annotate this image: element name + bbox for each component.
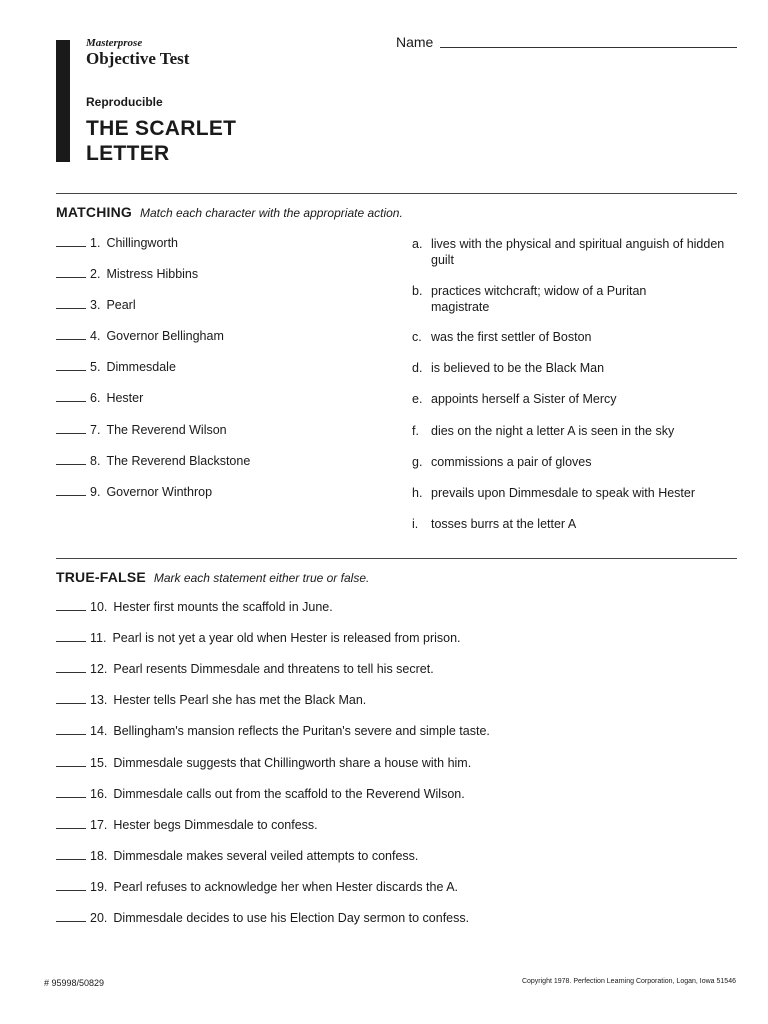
statement-item	[56, 787, 465, 801]
item-number: 19.	[90, 880, 108, 894]
answer-blank[interactable]	[56, 392, 86, 402]
character-item	[56, 236, 178, 250]
item-number: 18.	[90, 849, 108, 863]
answer-blank[interactable]	[56, 455, 86, 465]
action-item	[412, 485, 736, 501]
statement-text: Dimmesdale decides to use his Election Day sermon to confess.	[113, 911, 470, 925]
item-number: 17.	[90, 818, 108, 832]
item-number: 12.	[90, 662, 108, 676]
name-label: Name	[396, 34, 434, 50]
action-letter: a.	[412, 237, 423, 251]
section-divider	[56, 558, 737, 559]
item-number: 11.	[90, 631, 107, 645]
action-text: appoints herself a Sister of Mercy	[431, 392, 617, 406]
black-side-bar	[56, 40, 70, 162]
matching-title: MATCHING	[56, 204, 132, 220]
character-name: The Reverend Blackstone	[106, 454, 251, 468]
statement-item	[56, 818, 318, 832]
statement-text: Hester first mounts the scaffold in June.	[113, 600, 333, 614]
character-name: Hester	[106, 391, 144, 405]
action-text: was the first settler of Boston	[431, 330, 592, 344]
page-title	[86, 116, 236, 166]
matching-instructions: Match each character with the appropriate action.	[140, 206, 403, 220]
answer-blank[interactable]	[56, 268, 86, 278]
character-name: The Reverend Wilson	[106, 423, 227, 437]
action-item	[412, 360, 736, 376]
character-item	[56, 454, 250, 468]
character-item	[56, 329, 224, 343]
matching-heading	[56, 204, 403, 222]
character-name: Pearl	[106, 298, 136, 312]
statement-item	[56, 724, 490, 738]
character-name: Governor Bellingham	[106, 329, 224, 343]
action-item	[412, 454, 736, 470]
answer-blank[interactable]	[56, 486, 86, 496]
section-divider	[56, 193, 737, 194]
statement-item	[56, 756, 471, 770]
item-number: 10.	[90, 600, 108, 614]
action-item	[412, 516, 736, 532]
action-letter: d.	[412, 361, 423, 375]
action-text: is believed to be the Black Man	[431, 361, 605, 375]
character-item	[56, 360, 176, 374]
answer-blank[interactable]	[56, 819, 86, 829]
title-line-1: THE SCARLET	[86, 117, 237, 140]
item-number: 16.	[90, 787, 108, 801]
item-number: 15.	[90, 756, 108, 770]
answer-blank[interactable]	[56, 632, 86, 642]
statement-text: Hester begs Dimmesdale to confess.	[113, 818, 318, 832]
item-number: 4.	[90, 329, 101, 343]
item-number: 6.	[90, 391, 101, 405]
action-letter: f.	[412, 424, 419, 438]
title-line-2: LETTER	[86, 142, 170, 165]
action-letter: g.	[412, 455, 423, 469]
answer-blank[interactable]	[56, 663, 86, 673]
action-text: practices witchcraft; widow of a Puritan magistrate	[431, 284, 647, 314]
statement-text: Hester tells Pearl she has met the Black Man.	[113, 693, 367, 707]
character-item	[56, 267, 198, 281]
action-text: commissions a pair of gloves	[431, 455, 592, 469]
answer-blank[interactable]	[56, 725, 86, 735]
action-letter: e.	[412, 392, 423, 406]
reproducible-label: Reproducible	[86, 95, 163, 109]
character-name: Mistress Hibbins	[106, 267, 199, 281]
item-number: 3.	[90, 298, 101, 312]
statement-text: Pearl refuses to acknowledge her when Hester discards the A.	[113, 880, 459, 894]
action-text: tosses burrs at the letter A	[431, 517, 577, 531]
character-item	[56, 391, 143, 405]
action-item	[412, 329, 736, 345]
copyright-notice: Copyright 1978. Perfection Learning Corporation, Logan, Iowa 51546	[521, 978, 736, 985]
statement-text: Dimmesdale makes several veiled attempts to confess.	[113, 849, 419, 863]
statement-item	[56, 911, 469, 925]
action-text: prevails upon Dimmesdale to speak with Hester	[431, 486, 696, 500]
action-letter: c.	[412, 330, 422, 344]
statement-item	[56, 631, 461, 645]
character-name: Chillingworth	[106, 236, 178, 250]
item-number: 5.	[90, 360, 101, 374]
answer-blank[interactable]	[56, 237, 86, 247]
item-number: 8.	[90, 454, 101, 468]
action-text: dies on the night a letter A is seen in the sky	[431, 424, 675, 438]
statement-text: Pearl is not yet a year old when Hester is released from prison.	[112, 631, 461, 645]
action-text: lives with the physical and spiritual anguish of hidden guilt	[431, 237, 725, 267]
test-type-label: Objective Test	[86, 49, 190, 68]
action-item	[412, 283, 701, 315]
item-number: 2.	[90, 267, 101, 281]
item-number: 7.	[90, 423, 101, 437]
character-name: Dimmesdale	[106, 360, 176, 374]
answer-blank[interactable]	[56, 424, 86, 434]
answer-blank[interactable]	[56, 361, 86, 371]
true-false-instructions: Mark each statement either true or false.	[153, 571, 370, 585]
character-item	[56, 485, 212, 499]
character-name: Governor Winthrop	[106, 485, 213, 499]
action-letter: h.	[412, 486, 423, 500]
statement-item	[56, 849, 418, 863]
statement-text: Pearl resents Dimmesdale and threatens to tell his secret.	[113, 662, 434, 676]
true-false-heading	[56, 569, 369, 587]
item-number: 20.	[90, 911, 108, 925]
statement-text: Bellingham's mansion reflects the Puritan's severe and simple taste.	[113, 724, 490, 738]
statement-text: Dimmesdale suggests that Chillingworth share a house with him.	[113, 756, 472, 770]
answer-blank[interactable]	[56, 788, 86, 798]
statement-item	[56, 662, 434, 676]
action-item	[412, 236, 736, 268]
statement-item	[56, 600, 333, 614]
item-number: 9.	[90, 485, 101, 499]
action-letter: i.	[412, 517, 419, 531]
catalog-number: # 95998/50829	[44, 978, 105, 988]
item-number: 14.	[90, 724, 108, 738]
character-item	[56, 298, 136, 312]
answer-blank[interactable]	[56, 912, 86, 922]
answer-blank[interactable]	[56, 601, 86, 611]
action-letter: b.	[412, 284, 423, 298]
statement-item	[56, 880, 458, 894]
answer-blank[interactable]	[56, 330, 86, 340]
action-item	[412, 391, 736, 407]
character-item	[56, 423, 227, 437]
item-number: 13.	[90, 693, 108, 707]
true-false-title: TRUE-FALSE	[56, 569, 146, 585]
answer-blank[interactable]	[56, 694, 86, 704]
answer-blank[interactable]	[56, 850, 86, 860]
answer-blank[interactable]	[56, 757, 86, 767]
statement-item	[56, 693, 366, 707]
action-item	[412, 423, 736, 439]
statement-text: Dimmesdale calls out from the scaffold to the Reverend Wilson.	[113, 787, 465, 801]
name-field-line[interactable]	[440, 47, 737, 48]
series-label: Masterprose	[86, 37, 143, 49]
answer-blank[interactable]	[56, 299, 86, 309]
answer-blank[interactable]	[56, 881, 86, 891]
item-number: 1.	[90, 236, 101, 250]
